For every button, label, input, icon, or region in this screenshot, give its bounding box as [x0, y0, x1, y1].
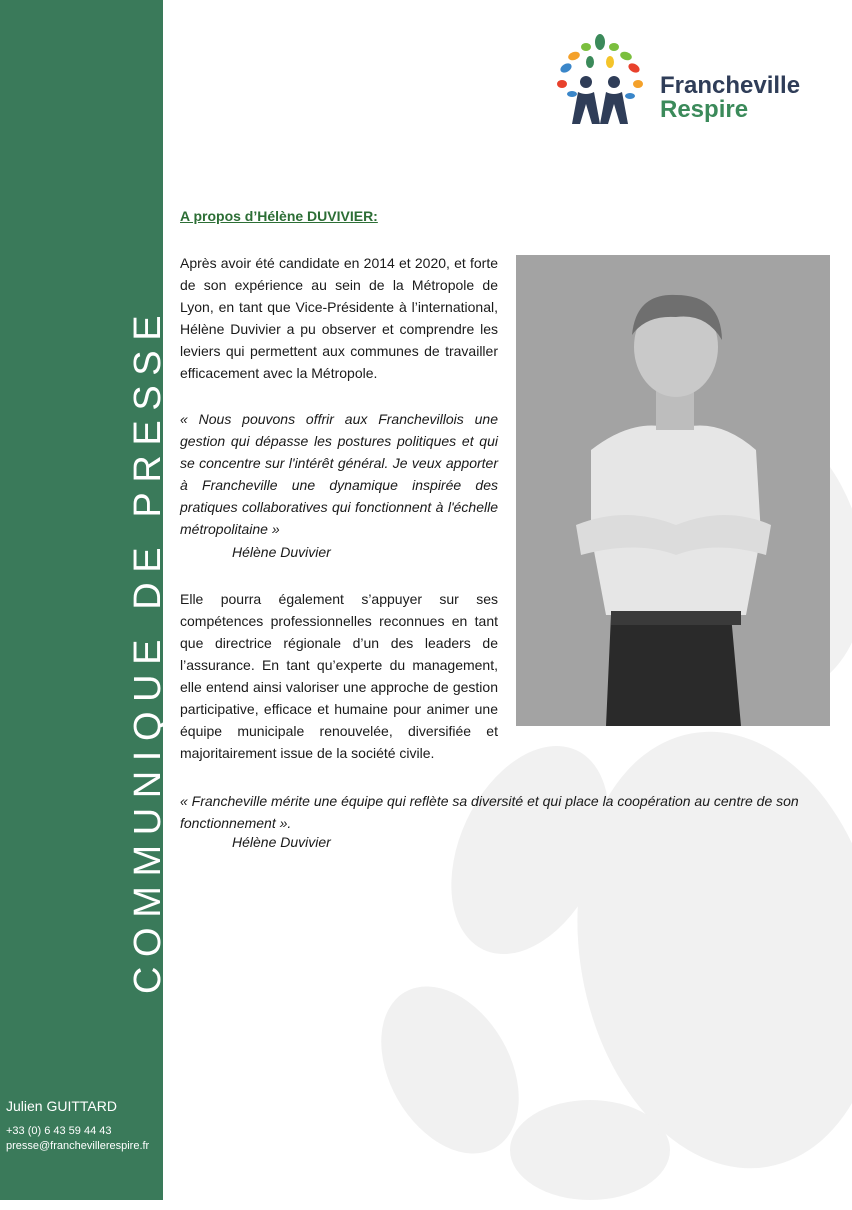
paragraph-career: Elle pourra également s’appuyer sur ses compétences professionnelles reconnues en tant que directrice régionale d’un des leaders de l’assurance. En tant qu’experte du management, elle entend ainsi valoriser une approche de gestion participative, efficace et humaine pour animer une équipe municipale renouvelée, diversifiée et majoritairement issue de la société civile.	[180, 591, 498, 761]
logo-text-francheville: Francheville	[660, 72, 801, 99]
contact-email: presse@franchevillerespire.fr	[6, 1140, 150, 1152]
sidebar	[0, 0, 169, 1200]
contact-name: Julien GUITTARD	[6, 1098, 117, 1114]
contact-phone: +33 (0) 6 43 59 44 43	[6, 1125, 112, 1137]
logo	[552, 34, 832, 134]
quote-2: « Francheville mérite une équipe qui reflète sa diversité et qui place la coopération au centre de son fonctionnement ».	[180, 793, 799, 831]
contact-block	[6, 1098, 149, 1154]
paragraph-intro: Après avoir été candidate en 2014 et 2020, et forte de son expérience au sein de la Métropole de Lyon, en tant que Vice-Présidente à l’international, Hélène Duvivier a pu observer et comprendre les leviers qui permettent aux communes de travailler efficacement avec la Métropole.	[180, 255, 498, 381]
quote-1-signature: Hélène Duvivier	[232, 544, 331, 560]
quote-2-signature: Hélène Duvivier	[232, 834, 331, 850]
portrait-photo	[516, 255, 830, 726]
logo-text-respire: Respire	[660, 96, 749, 123]
tree-people-logo-icon	[552, 34, 652, 134]
quote-1: « Nous pouvons offrir aux Franchevillois une gestion qui dépasse les postures politiques et qui se concentre sur l'intérêt général. Je veux apporter à Francheville une dynamique inspirée des pratiques collaboratives qui fonctionnent à l'échelle métropolitaine »	[180, 411, 498, 537]
section-heading: A propos d’Hélène DUVIVIER:	[180, 208, 378, 224]
vertical-title: COMMUNIQUE DE PRESSE	[127, 305, 169, 994]
